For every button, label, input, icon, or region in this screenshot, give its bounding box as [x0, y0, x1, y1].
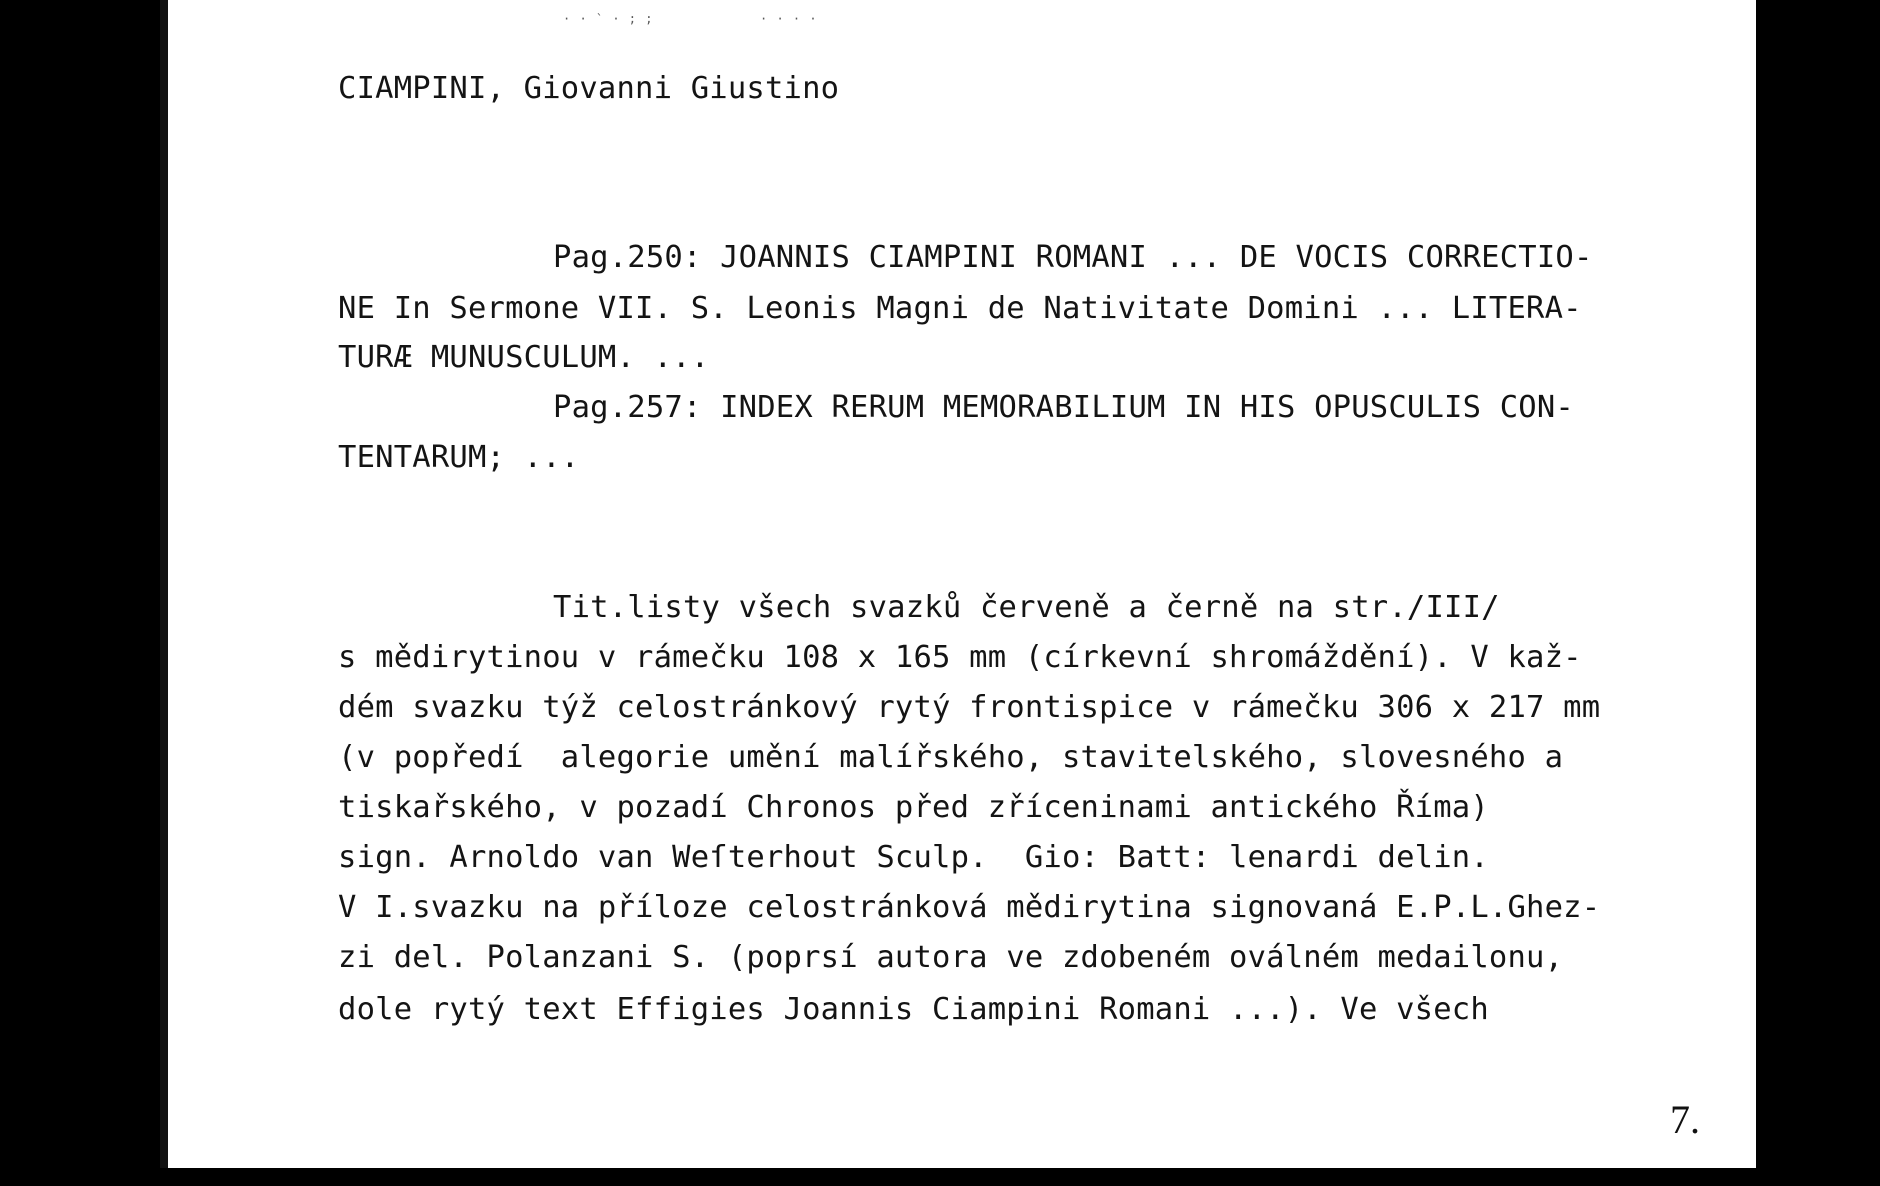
text-line: Pag.250: JOANNIS CIAMPINI ROMANI ... DE VOCIS CORRECTIO- — [553, 240, 1593, 275]
text-line: s mědirytinou v rámečku 108 x 165 mm (církevní shromáždění). V kaž- — [338, 640, 1582, 675]
text-line: Tit.listy všech svazků červeně a černě na str./III/ — [553, 590, 1500, 625]
text-line: NE In Sermone VII. S. Leonis Magni de Nativitate Domini ... LITERA- — [338, 291, 1582, 326]
text-line: dém svazku týž celostránkový rytý frontispice v rámečku 306 x 217 mm — [338, 690, 1601, 725]
text-line: Pag.257: INDEX RERUM MEMORABILIUM IN HIS OPUSCULIS CON- — [553, 390, 1574, 425]
text-line: zi del. Polanzani S. (poprsí autora ve zdobeném oválném medailonu, — [338, 940, 1564, 975]
text-line: (v popředí alegorie umění malířského, stavitelského, slovesného a — [338, 740, 1564, 775]
text-line: dole rytý text Effigies Joannis Ciampini Romani ...). Ve všech — [338, 992, 1489, 1027]
text-line: TURÆ MUNUSCULUM. ... — [338, 340, 710, 375]
text-line: tiskařského, v pozadí Chronos před zříceninami antického Říma) — [338, 790, 1489, 825]
scan-speckles-right: · · · · — [760, 12, 818, 26]
page-number: 7. — [1670, 1097, 1700, 1142]
scan-speckles-left: · · ` · ; ; — [563, 12, 654, 26]
card-heading: CIAMPINI, Giovanni Giustino — [338, 71, 840, 106]
text-line: TENTARUM; ... — [338, 440, 580, 475]
text-line: sign. Arnoldo van Weſterhout Sculp. Gio: Batt: lenardi delin. — [338, 840, 1489, 875]
catalog-card — [160, 0, 1756, 1168]
text-line: V I.svazku na příloze celostránková mědirytina signovaná E.P.L.Ghez- — [338, 890, 1601, 925]
